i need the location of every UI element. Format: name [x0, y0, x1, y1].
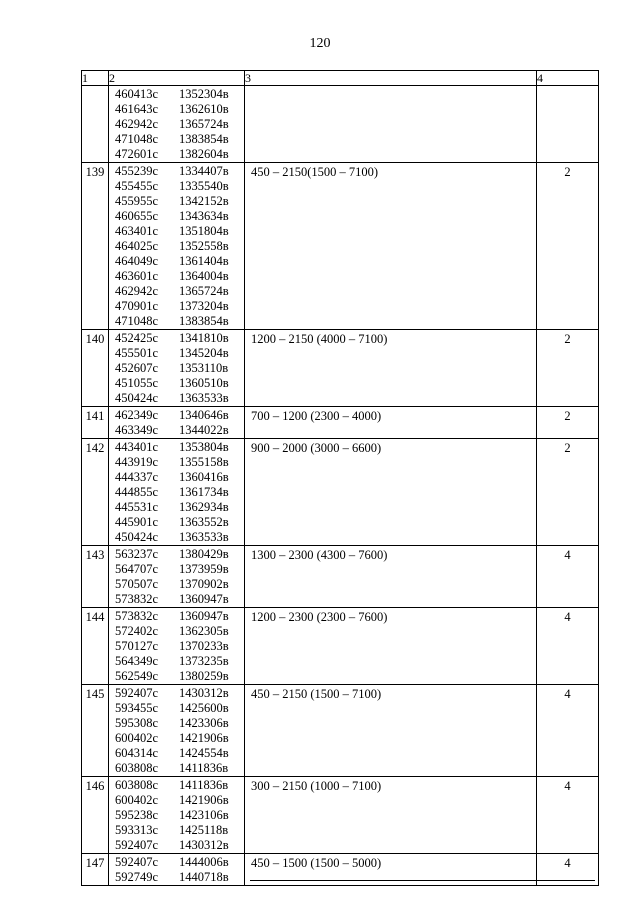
coordinate-pair [115, 624, 244, 639]
coordinate-pair [115, 361, 244, 376]
coordinate-pair [115, 716, 244, 731]
coordinate-pair [115, 408, 244, 423]
longitude-code: 1365724в [179, 284, 229, 298]
longitude-code: 1365724в [179, 117, 229, 131]
latitude-code: 460413с [115, 87, 159, 101]
longitude-code: 1373959в [179, 562, 229, 576]
latitude-code: 603808с [115, 761, 159, 775]
latitude-code: 603808с [115, 778, 159, 792]
latitude-code: 573832с [115, 592, 159, 606]
row-number: 143 [82, 546, 109, 608]
table-row [82, 546, 599, 608]
longitude-code: 1424554в [179, 746, 229, 760]
longitude-code: 1425118в [179, 823, 229, 837]
longitude-code: 1425600в [179, 701, 229, 715]
longitude-code: 1370233в [179, 639, 229, 653]
latitude-code: 455501с [115, 346, 159, 360]
row-number: 140 [82, 330, 109, 407]
latitude-code: 562549с [115, 669, 159, 683]
category-value [537, 86, 599, 163]
longitude-code: 1360947в [179, 609, 229, 623]
coordinates-cell [109, 330, 245, 407]
latitude-code: 462349с [115, 408, 159, 422]
altitude-range: 450 – 2150(1500 – 7100) [245, 163, 537, 330]
coordinate-pair [115, 870, 244, 885]
longitude-code: 1421906в [179, 793, 229, 807]
latitude-code: 452607с [115, 361, 159, 375]
latitude-code: 463601с [115, 269, 159, 283]
longitude-code: 1430312в [179, 838, 229, 852]
latitude-code: 450424с [115, 391, 159, 405]
latitude-code: 464049с [115, 254, 159, 268]
header-row [82, 71, 599, 86]
row-number: 147 [82, 854, 109, 886]
coordinates-cell [109, 407, 245, 439]
coordinate-pair [115, 346, 244, 361]
altitude-range [245, 86, 537, 163]
latitude-code: 595308с [115, 716, 159, 730]
longitude-code: 1382604в [179, 147, 229, 161]
longitude-code: 1351804в [179, 224, 229, 238]
category-value: 4 [537, 777, 599, 854]
longitude-code: 1340646в [179, 408, 229, 422]
table-row [82, 685, 599, 777]
longitude-code: 1383854в [179, 132, 229, 146]
altitude-range: 450 – 2150 (1500 – 7100) [245, 685, 537, 777]
latitude-code: 462942с [115, 284, 159, 298]
latitude-code: 455455с [115, 179, 159, 193]
latitude-code: 471048с [115, 132, 159, 146]
longitude-code: 1362305в [179, 624, 229, 638]
coordinates-cell [109, 685, 245, 777]
longitude-code: 1334407в [179, 164, 229, 178]
table-row [82, 777, 599, 854]
latitude-code: 443919с [115, 455, 159, 469]
latitude-code: 570507с [115, 577, 159, 591]
coordinate-pair [115, 314, 244, 329]
longitude-code: 1363533в [179, 391, 229, 405]
latitude-code: 444855с [115, 485, 159, 499]
altitude-range: 450 – 1500 (1500 – 5000) [245, 854, 537, 886]
altitude-range: 700 – 1200 (2300 – 4000) [245, 407, 537, 439]
longitude-code: 1352304в [179, 87, 229, 101]
coordinate-pair [115, 209, 244, 224]
coordinate-pair [115, 500, 244, 515]
category-value: 2 [537, 163, 599, 330]
coordinate-pair [115, 470, 244, 485]
latitude-code: 444337с [115, 470, 159, 484]
longitude-code: 1363552в [179, 515, 229, 529]
page-number: 120 [309, 36, 331, 51]
category-value: 2 [537, 407, 599, 439]
longitude-code: 1352558в [179, 239, 229, 253]
category-value: 4 [537, 854, 599, 886]
latitude-code: 464025с [115, 239, 159, 253]
latitude-code: 460655с [115, 209, 159, 223]
longitude-code: 1380429в [179, 547, 229, 561]
altitude-range: 1200 – 2300 (2300 – 7600) [245, 608, 537, 685]
latitude-code: 452425с [115, 331, 159, 345]
coordinate-pair [115, 592, 244, 607]
latitude-code: 600402с [115, 731, 159, 745]
latitude-code: 450424с [115, 530, 159, 544]
latitude-code: 595238с [115, 808, 159, 822]
coordinate-pair [115, 577, 244, 592]
latitude-code: 451055с [115, 376, 159, 390]
latitude-code: 570127с [115, 639, 159, 653]
longitude-code: 1360510в [179, 376, 229, 390]
longitude-code: 1364004в [179, 269, 229, 283]
latitude-code: 445531с [115, 500, 159, 514]
coordinate-pair [115, 530, 244, 545]
coordinates-cell [109, 86, 245, 163]
longitude-code: 1341810в [179, 331, 229, 345]
row-number: 142 [82, 439, 109, 546]
latitude-code: 455239с [115, 164, 159, 178]
longitude-code: 1411836в [179, 761, 229, 775]
coordinate-pair [115, 376, 244, 391]
latitude-code: 471048с [115, 314, 159, 328]
longitude-code: 1361404в [179, 254, 229, 268]
longitude-code: 1355158в [179, 455, 229, 469]
coordinate-pair [115, 440, 244, 455]
coordinates-cell [109, 854, 245, 886]
table-row [82, 330, 599, 407]
latitude-code: 461643с [115, 102, 159, 116]
coordinate-pair [115, 746, 244, 761]
category-value: 4 [537, 608, 599, 685]
longitude-code: 1335540в [179, 179, 229, 193]
latitude-code: 592407с [115, 855, 159, 869]
coordinate-pair [115, 224, 244, 239]
coordinate-pair [115, 515, 244, 530]
latitude-code: 445901с [115, 515, 159, 529]
latitude-code: 443401с [115, 440, 159, 454]
coordinate-pair [115, 132, 244, 147]
longitude-code: 1370902в [179, 577, 229, 591]
longitude-code: 1343634в [179, 209, 229, 223]
coordinate-pair [115, 331, 244, 346]
category-value: 2 [537, 330, 599, 407]
coordinates-cell [109, 608, 245, 685]
latitude-code: 564349с [115, 654, 159, 668]
longitude-code: 1353110в [179, 361, 229, 375]
category-value: 2 [537, 439, 599, 546]
footer-rule [250, 880, 595, 881]
latitude-code: 472601с [115, 147, 159, 161]
coordinate-pair [115, 117, 244, 132]
latitude-code: 604314с [115, 746, 159, 760]
longitude-code: 1362934в [179, 500, 229, 514]
coordinate-pair [115, 701, 244, 716]
longitude-code: 1423106в [179, 808, 229, 822]
longitude-code: 1362610в [179, 102, 229, 116]
coordinate-pair [115, 194, 244, 209]
coordinate-pair [115, 147, 244, 162]
altitude-range: 1200 – 2150 (4000 – 7100) [245, 330, 537, 407]
table-row [82, 439, 599, 546]
longitude-code: 1373235в [179, 654, 229, 668]
longitude-code: 1360416в [179, 470, 229, 484]
longitude-code: 1411836в [179, 778, 229, 792]
header-col-4: 4 [537, 71, 599, 86]
longitude-code: 1380259в [179, 669, 229, 683]
table-row [82, 608, 599, 685]
coordinate-pair [115, 793, 244, 808]
longitude-code: 1360947в [179, 592, 229, 606]
altitude-range: 1300 – 2300 (4300 – 7600) [245, 546, 537, 608]
latitude-code: 463349с [115, 423, 159, 437]
coordinate-pair [115, 391, 244, 406]
coordinate-pair [115, 778, 244, 793]
coordinate-pair [115, 855, 244, 870]
coordinate-pair [115, 102, 244, 117]
longitude-code: 1440718в [179, 870, 229, 884]
coordinate-pair [115, 87, 244, 102]
coordinate-pair [115, 455, 244, 470]
longitude-code: 1430312в [179, 686, 229, 700]
table-row [82, 86, 599, 163]
longitude-code: 1345204в [179, 346, 229, 360]
altitude-range: 900 – 2000 (3000 – 6600) [245, 439, 537, 546]
longitude-code: 1373204в [179, 299, 229, 313]
row-number [82, 86, 109, 163]
latitude-code: 593313с [115, 823, 159, 837]
header-col-2: 2 [109, 71, 245, 86]
row-number: 144 [82, 608, 109, 685]
coordinate-pair [115, 823, 244, 838]
coordinate-pair [115, 639, 244, 654]
longitude-code: 1342152в [179, 194, 229, 208]
coordinates-cell [109, 546, 245, 608]
coordinate-pair [115, 284, 244, 299]
latitude-code: 592407с [115, 838, 159, 852]
coordinate-pair [115, 609, 244, 624]
coordinate-pair [115, 239, 244, 254]
coordinate-pair [115, 485, 244, 500]
coordinate-pair [115, 179, 244, 194]
latitude-code: 573832с [115, 609, 159, 623]
latitude-code: 462942с [115, 117, 159, 131]
longitude-code: 1363533в [179, 530, 229, 544]
coordinates-cell [109, 163, 245, 330]
coordinate-pair [115, 423, 244, 438]
longitude-code: 1421906в [179, 731, 229, 745]
row-number: 141 [82, 407, 109, 439]
latitude-code: 572402с [115, 624, 159, 638]
longitude-code: 1423306в [179, 716, 229, 730]
table-row [82, 163, 599, 330]
longitude-code: 1361734в [179, 485, 229, 499]
coordinate-pair [115, 562, 244, 577]
coordinate-pair [115, 299, 244, 314]
category-value: 4 [537, 546, 599, 608]
coordinate-pair [115, 731, 244, 746]
row-number: 139 [82, 163, 109, 330]
latitude-code: 600402с [115, 793, 159, 807]
longitude-code: 1444006в [179, 855, 229, 869]
latitude-code: 470901с [115, 299, 159, 313]
latitude-code: 593455с [115, 701, 159, 715]
coordinate-pair [115, 686, 244, 701]
latitude-code: 455955с [115, 194, 159, 208]
coordinates-cell [109, 439, 245, 546]
coordinate-pair [115, 547, 244, 562]
header-col-3: 3 [245, 71, 537, 86]
altitude-range: 300 – 2150 (1000 – 7100) [245, 777, 537, 854]
altitude-table [81, 70, 599, 886]
row-number: 146 [82, 777, 109, 854]
coordinate-pair [115, 654, 244, 669]
longitude-code: 1344022в [179, 423, 229, 437]
latitude-code: 564707с [115, 562, 159, 576]
coordinate-pair [115, 808, 244, 823]
coordinate-pair [115, 269, 244, 284]
longitude-code: 1383854в [179, 314, 229, 328]
longitude-code: 1353804в [179, 440, 229, 454]
header-col-1: 1 [82, 71, 109, 86]
row-number: 145 [82, 685, 109, 777]
coordinate-pair [115, 838, 244, 853]
latitude-code: 592749с [115, 870, 159, 884]
table-row [82, 407, 599, 439]
coordinate-pair [115, 761, 244, 776]
coordinate-pair [115, 669, 244, 684]
latitude-code: 463401с [115, 224, 159, 238]
coordinates-cell [109, 777, 245, 854]
coordinate-pair [115, 254, 244, 269]
coordinate-pair [115, 164, 244, 179]
latitude-code: 563237с [115, 547, 159, 561]
latitude-code: 592407с [115, 686, 159, 700]
category-value: 4 [537, 685, 599, 777]
